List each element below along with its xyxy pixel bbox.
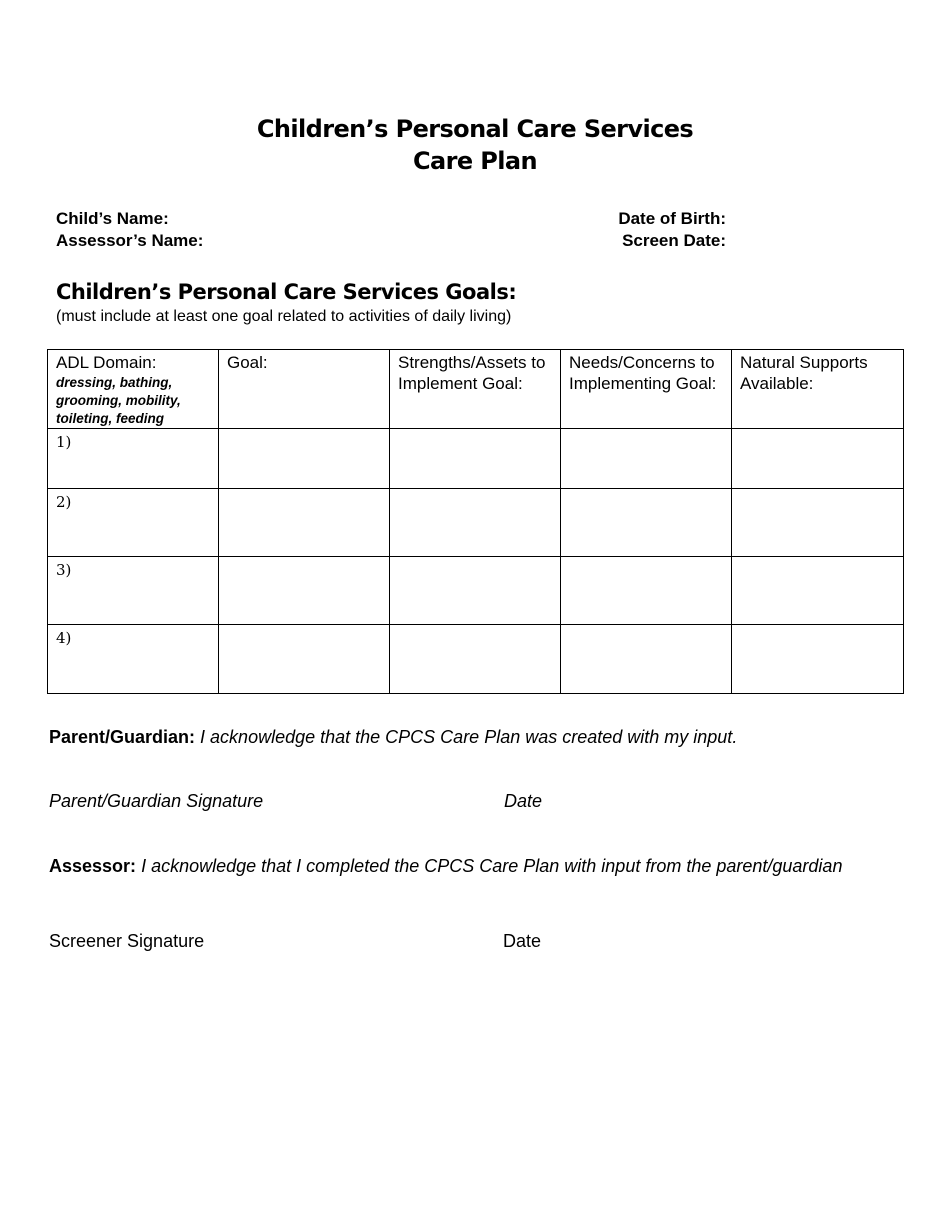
assessor-acknowledgement	[49, 854, 842, 878]
header-natural-supports: Natural Supports Available:	[732, 350, 904, 429]
parent-guardian-label: Parent/Guardian:	[49, 727, 196, 747]
strengths-cell[interactable]	[390, 557, 561, 625]
assessors-name-label: Assessor’s Name:	[56, 231, 204, 250]
natural-supports-cell[interactable]	[732, 557, 904, 625]
table-row	[48, 625, 904, 694]
parent-date-label: Date	[504, 791, 543, 811]
strengths-cell[interactable]	[390, 429, 561, 489]
goal-cell[interactable]	[219, 625, 390, 694]
parent-signature-label: Parent/Guardian Signature	[49, 791, 264, 811]
document-title: Children’s Personal Care Services	[256, 115, 694, 143]
natural-supports-cell[interactable]	[732, 489, 904, 557]
date-of-birth-label: Date of Birth:	[618, 209, 726, 228]
parent-acknowledgement-statement: I acknowledge that the CPCS Care Plan was created with my input.	[200, 727, 738, 747]
goal-cell[interactable]	[219, 557, 390, 625]
header-adl-domain-hint: dressing, bathing, grooming, mobility, toileting, feeding	[56, 375, 181, 426]
strengths-cell[interactable]	[390, 489, 561, 557]
screener-date-label: Date	[503, 931, 542, 951]
header-strengths: Strengths/Assets to Implement Goal:	[390, 350, 561, 429]
strengths-cell[interactable]	[390, 625, 561, 694]
goals-subheading: (must include at least one goal related to activities of daily living)	[56, 308, 512, 325]
screener-signature-label: Screener Signature	[49, 931, 205, 951]
goals-table	[47, 349, 904, 694]
goal-cell[interactable]	[219, 489, 390, 557]
table-row	[48, 557, 904, 625]
childs-name-label: Child’s Name:	[56, 209, 169, 228]
parent-acknowledgement	[49, 725, 737, 749]
row-number: 2)	[48, 489, 219, 557]
needs-cell[interactable]	[561, 489, 732, 557]
header-adl-domain	[48, 350, 219, 429]
needs-cell[interactable]	[561, 557, 732, 625]
assessor-acknowledgement-statement: I acknowledge that I completed the CPCS Care Plan with input from the parent/guardian	[141, 856, 843, 876]
natural-supports-cell[interactable]	[732, 625, 904, 694]
row-number: 3)	[48, 557, 219, 625]
natural-supports-cell[interactable]	[732, 429, 904, 489]
header-adl-domain-label: ADL Domain:	[56, 353, 157, 372]
header-needs: Needs/Concerns to Implementing Goal:	[561, 350, 732, 429]
document-subtitle: Care Plan	[413, 147, 537, 175]
goal-cell[interactable]	[219, 429, 390, 489]
needs-cell[interactable]	[561, 625, 732, 694]
table-header-row	[48, 350, 904, 429]
row-number: 4)	[48, 625, 219, 694]
header-goal: Goal:	[219, 350, 390, 429]
row-number: 1)	[48, 429, 219, 489]
goals-heading: Children’s Personal Care Services Goals:	[56, 280, 517, 304]
table-row	[48, 429, 904, 489]
screen-date-label: Screen Date:	[622, 231, 726, 250]
table-row	[48, 489, 904, 557]
needs-cell[interactable]	[561, 429, 732, 489]
assessor-label: Assessor:	[49, 856, 137, 876]
